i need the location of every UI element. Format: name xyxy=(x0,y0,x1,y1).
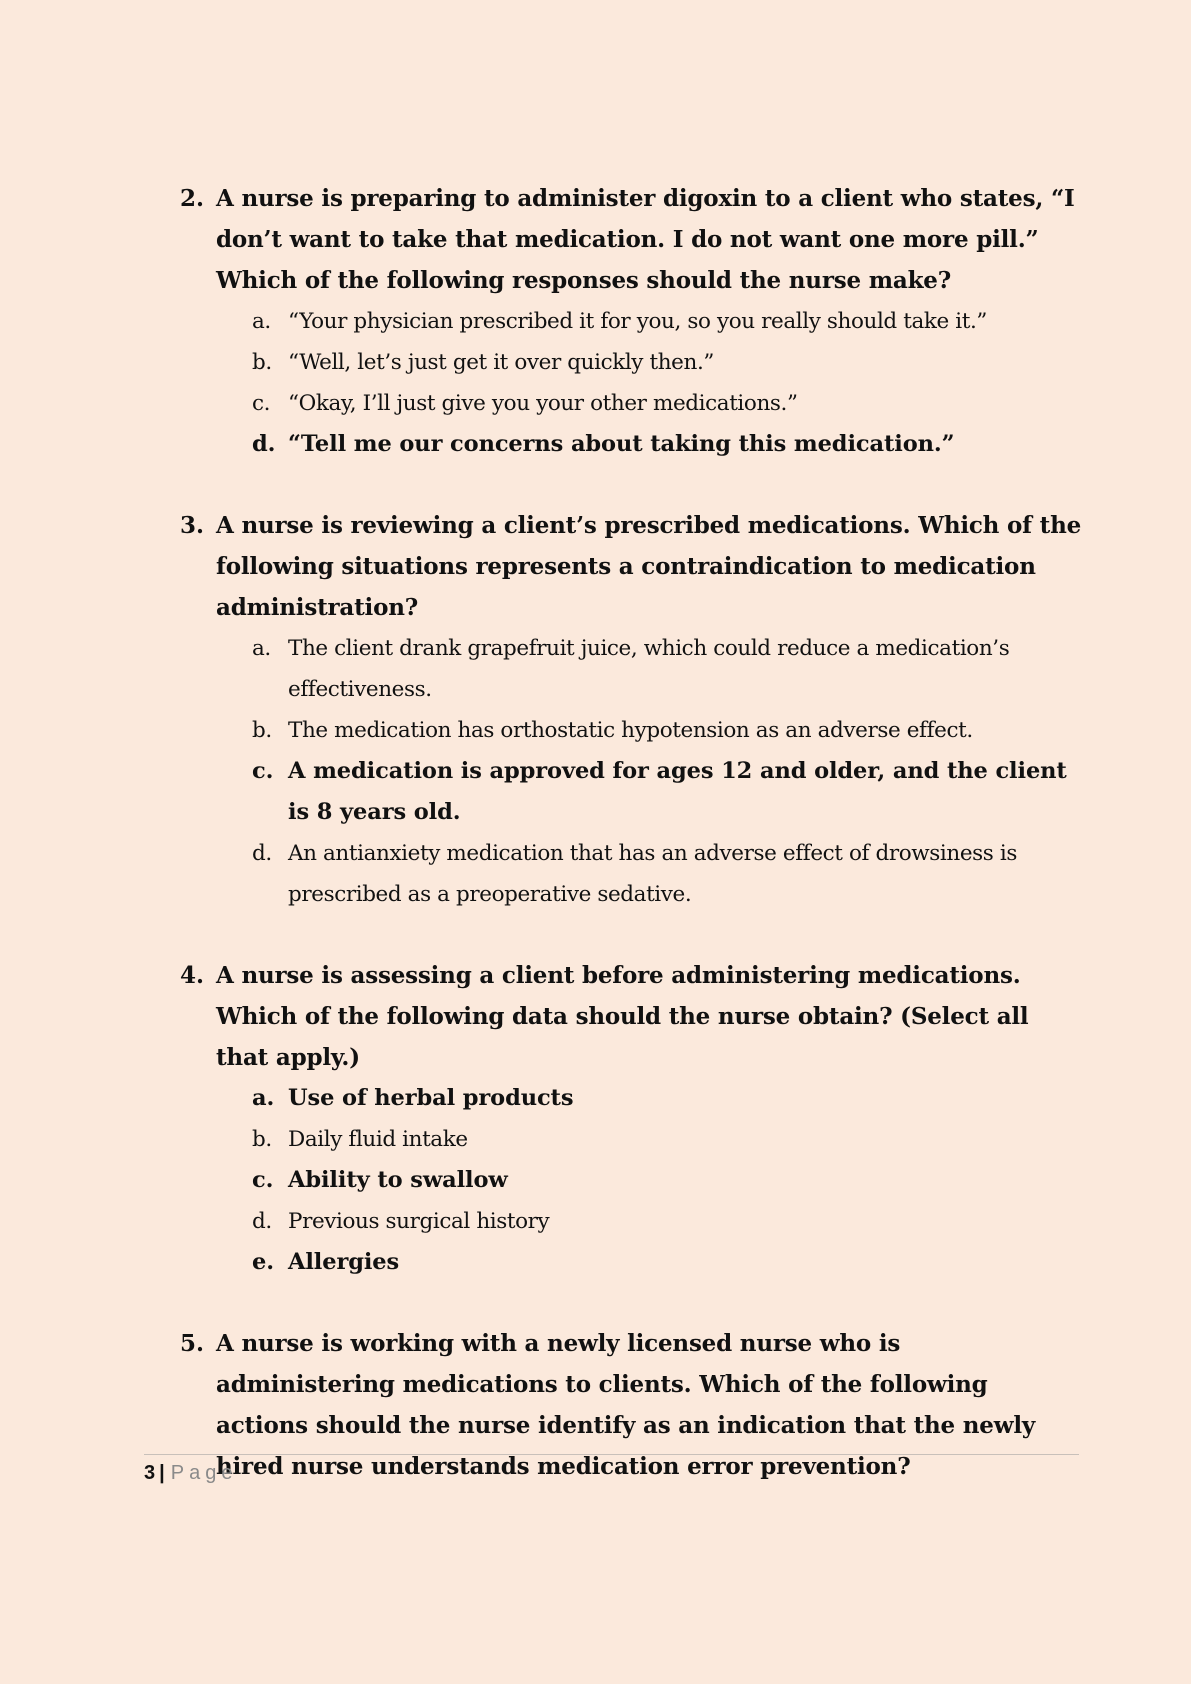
option-letter: b. xyxy=(252,1127,272,1152)
option-letter: a. xyxy=(252,1085,275,1111)
footer-separator: | xyxy=(159,1462,165,1484)
option-text: Use of herbal products xyxy=(288,1085,574,1111)
question-text: A nurse is preparing to administer digoxin to a client who states, “I don’t want to take that medication. I do not want one more pill.” Which of the following responses should the nurse make? xyxy=(216,185,1075,294)
option-text: The client drank grapefruit juice, which could reduce a medication’s effectiveness. xyxy=(288,636,1010,702)
option-text: “Well, let’s just get it over quickly then.” xyxy=(288,350,714,375)
question-number: 4. xyxy=(180,962,205,989)
option-text: “Okay, I’ll just give you your other medications.” xyxy=(288,391,798,416)
option-text: Allergies xyxy=(288,1249,400,1275)
option-d xyxy=(252,833,1088,915)
question-text: A nurse is reviewing a client’s prescribed medications. Which of the following situations represents a contraindication to medication administration? xyxy=(216,512,1082,621)
option-text: The medication has orthostatic hypotension as an adverse effect. xyxy=(288,718,973,743)
question-4 xyxy=(180,955,1086,1283)
option-letter: b. xyxy=(252,718,272,743)
option-list xyxy=(216,628,1086,915)
option-text: Previous surgical history xyxy=(288,1209,550,1234)
option-text: “Your physician prescribed it for you, so you really should take it.” xyxy=(288,309,988,334)
option-text: An antianxiety medication that has an adverse effect of drowsiness is prescribed as a preoperative sedative. xyxy=(288,841,1017,907)
option-letter: a. xyxy=(252,309,271,334)
option-letter: b. xyxy=(252,350,272,375)
option-d-correct xyxy=(252,424,1088,465)
option-c-correct xyxy=(252,1160,1088,1201)
option-letter: d. xyxy=(252,431,276,457)
option-a-correct xyxy=(252,1078,1088,1119)
option-text: Daily fluid intake xyxy=(288,1127,468,1152)
page-label: Page xyxy=(170,1462,238,1484)
question-text: A nurse is assessing a client before administering medications. Which of the following data should the nurse obtain? (Select all that apply.) xyxy=(216,962,1029,1071)
question-number: 3. xyxy=(180,512,205,539)
option-b xyxy=(252,710,1088,751)
option-letter: c. xyxy=(252,1167,274,1193)
option-letter: d. xyxy=(252,841,272,866)
option-letter: c. xyxy=(252,758,274,784)
option-d xyxy=(252,1201,1088,1242)
option-letter: a. xyxy=(252,636,271,661)
option-c xyxy=(252,383,1088,424)
option-text: “Tell me our concerns about taking this medication.” xyxy=(288,431,955,457)
option-letter: e. xyxy=(252,1249,274,1275)
document-body xyxy=(0,178,1191,1527)
question-number: 5. xyxy=(180,1330,205,1357)
option-b xyxy=(252,342,1088,383)
option-a xyxy=(252,628,1088,710)
option-e-correct xyxy=(252,1242,1088,1283)
option-list xyxy=(216,1078,1086,1283)
page-number: 3 xyxy=(144,1462,156,1484)
question-3 xyxy=(180,505,1086,915)
page-footer xyxy=(144,1454,1079,1485)
option-b xyxy=(252,1119,1088,1160)
option-letter: c. xyxy=(252,391,271,416)
option-a xyxy=(252,301,1088,342)
option-text: A medication is approved for ages 12 and older, and the client is 8 years old. xyxy=(288,758,1067,825)
question-text: A nurse is working with a newly licensed nurse who is administering medications to clients. Which of the following actions should the nurse identify as an indication that the newly hired nurse understands medication error prevention? xyxy=(216,1330,1036,1480)
option-list xyxy=(216,301,1086,465)
question-2 xyxy=(180,178,1086,465)
question-number: 2. xyxy=(180,185,205,212)
option-text: Ability to swallow xyxy=(288,1167,508,1193)
option-c-correct xyxy=(252,751,1088,833)
option-letter: d. xyxy=(252,1209,272,1234)
